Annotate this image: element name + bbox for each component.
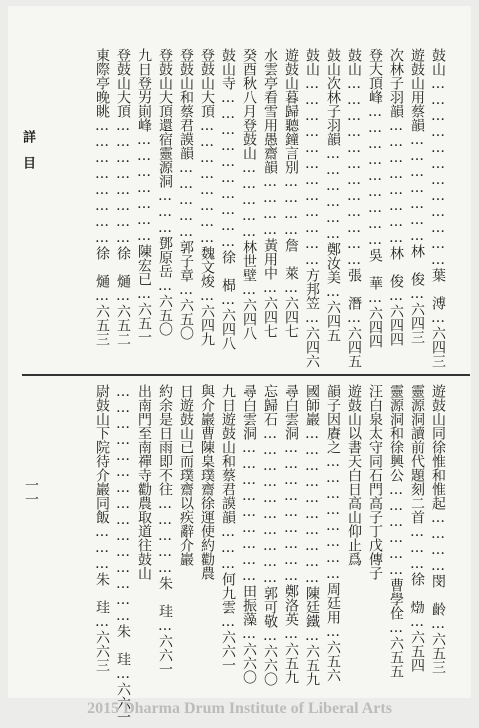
toc-entry: 尉鼓山下院待介巖同飯………朱 珪…六六三 [94,384,110,672]
toc-entry: 遊鼓山以書天白日高山仰止爲 [346,384,362,566]
toc-entry: 鼓山次林子羽韻………………鄭汝美…六四五 [325,48,341,342]
watermark: 2015 Dharma Drum Institute of Liberal Arts [87,700,392,717]
toc-entry: 出南門至南禪寺勸農取道往鼓山 [136,384,152,580]
section-divider [22,374,470,376]
toc-entry: 韻子因賡之……………………周廷用…六五六 [325,384,341,682]
toc-entry: 九日登屴崱峰…………………陳宏已…六五一 [136,48,152,344]
toc-entry: 日遊鼓山已而璞齋以疾辭介巖 [178,384,194,566]
toc-entry: 登鼓山大頂……………………魏文焌…六四九 [199,48,215,346]
toc-entry: 尋白雲洞………………………鄭洛英…六五九 [283,384,299,684]
toc-entry: 登鼓山大頂還宿靈源洞………鄧原岳…六五〇 [157,48,173,336]
toc-entry: 靈源洞讀前代題刻二首………徐 𤊹…六五四 [409,384,425,672]
toc-entry: 東際亭晚眺……………………徐 熥…六五三 [94,48,110,346]
toc-entry: 癸酉秋八月登鼓山……………林世壁…六四八 [241,48,257,340]
toc-entry: 登鼓山和蔡君謨韻……………郭子章…六五〇 [178,48,194,340]
toc-entry: 國師巖…………………………陳廷鐵…六五九 [304,384,320,686]
page-number: 一一 [23,478,39,506]
toc-entry: 遊鼓山用蔡韻…………………林 俊…六四三 [409,48,425,344]
toc-entry: 登大頂峰………………………吳 華…六四四 [367,48,383,348]
toc-entry: 登鼓山大頂……………………徐 熥…六五二 [115,48,131,346]
toc-entry: 鼓山寺…………………………徐 㭿…六四八 [220,48,236,350]
toc-entry: 與介巖曹陳臬璞齋徐運使約勸農 [199,384,215,580]
toc-entry: 遊鼓山暮歸聽鐘言別…………詹 萊…六四七 [283,48,299,338]
toc-entry: 靈源洞和徐興公………………曹學佺…六五五 [388,384,404,678]
section-title: 詳 目 [20,130,35,169]
toc-entry: 鼓山………………………………方邦笠…六四六 [304,48,320,368]
toc-entry: ………………………………………朱 珪…六六一 [115,384,131,724]
toc-entry: 遊鼓山同徐惟和惟起…………閔 齡…六五三 [430,384,446,674]
toc-entry: 次林子羽韻……………………林 俊…六四四 [388,48,404,346]
toc-entry: 鼓山………………………………張 潛…六四五 [346,48,362,368]
toc-entry: 約余是日雨即不往……………朱 珪…六六一 [157,384,173,676]
toc-entry: 汪白泉太守同石門高子丁戊傳子 [367,384,383,580]
toc-entry: 鼓山………………………………葉 溥…六四三 [430,48,446,368]
toc-entry: 九日遊鼓山和蔡君謨韻………何九雲…六六一 [220,384,236,672]
toc-entry: 忘歸石…………………………郭可敬…六六〇 [262,384,278,686]
toc-entry: 水雲亭看雪用愚齋韻…………黃用中…六四七 [262,48,278,338]
toc-entry: 尋白雲洞………………………田振藻…六六〇 [241,384,257,684]
